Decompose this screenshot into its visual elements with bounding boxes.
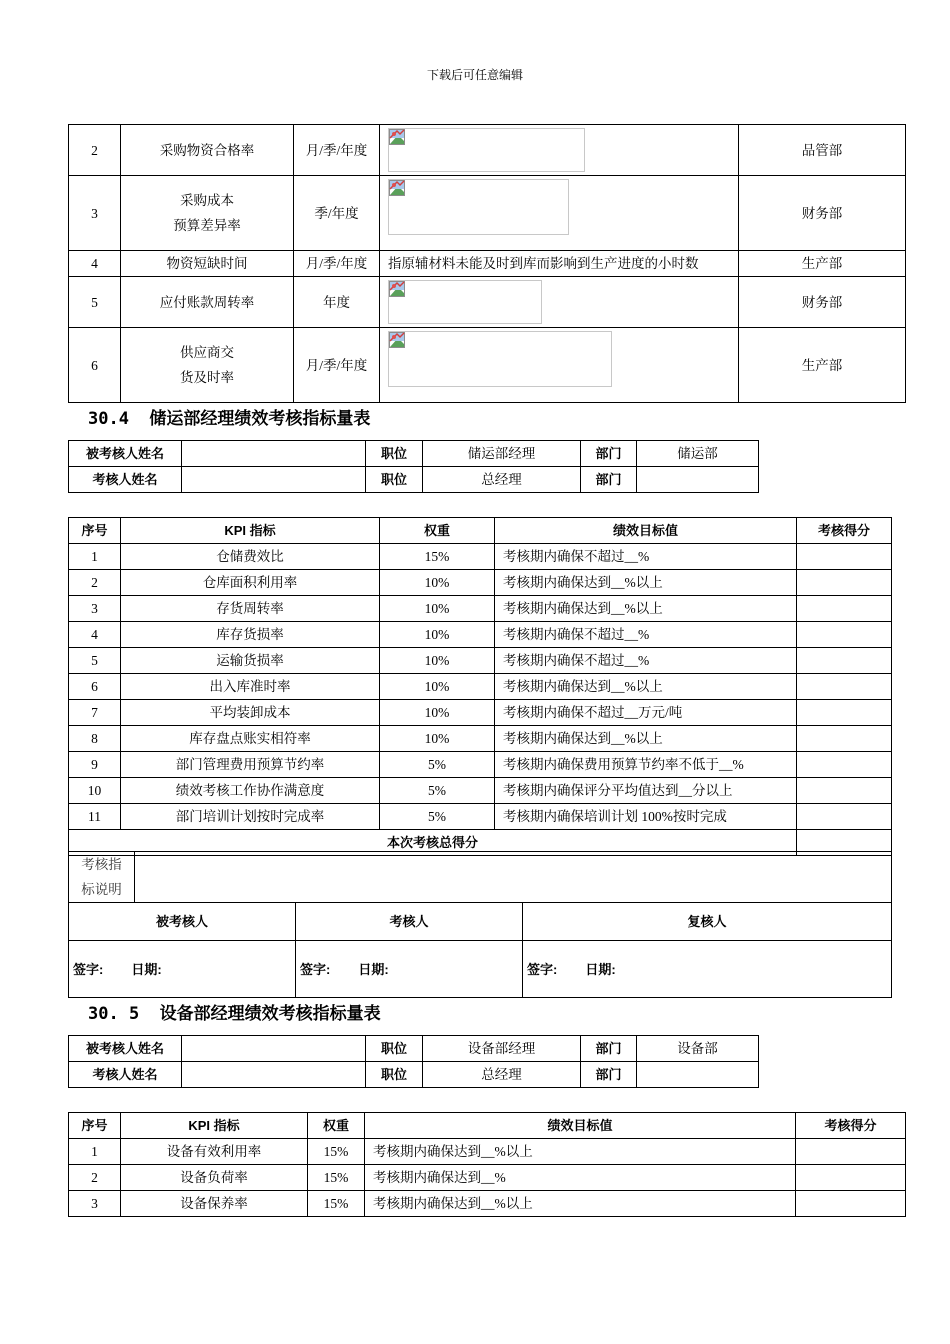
kpi-score-input[interactable] (796, 1139, 906, 1165)
signature-table-30-4 (68, 902, 892, 998)
table-row (69, 674, 892, 700)
row-number: 2 (69, 1165, 121, 1191)
col-header-score: 考核得分 (797, 518, 892, 544)
kpi-weight: 10% (380, 622, 495, 648)
kpi-name: 物资短缺时间 (121, 251, 294, 277)
period: 月/季/年度 (294, 251, 380, 277)
kpi-weight: 15% (380, 544, 495, 570)
row-number: 7 (69, 700, 121, 726)
broken-image-placeholder (388, 331, 612, 387)
examiner-name-value[interactable] (182, 1062, 366, 1088)
kpi-target: 考核期内确保达到__%以上 (495, 570, 797, 596)
definition-image-cell (380, 176, 739, 251)
table-row (69, 176, 906, 251)
col-header-kpi: KPI 指标 (121, 518, 380, 544)
period: 月/季/年度 (294, 328, 380, 403)
kpi-name: 设备有效利用率 (121, 1139, 308, 1165)
kpi-weight: 10% (380, 726, 495, 752)
examiner-name-value[interactable] (182, 467, 366, 493)
table-row (69, 804, 892, 830)
kpi-name: 仓库面积利用率 (121, 570, 380, 596)
kpi-weight: 10% (380, 570, 495, 596)
kpi-score-input[interactable] (797, 596, 892, 622)
kpi-weight: 5% (380, 778, 495, 804)
row-number: 10 (69, 778, 121, 804)
kpi-target: 考核期内确保达到__%以上 (495, 674, 797, 700)
sign-cell-examiner[interactable]: 签字: 日期: (296, 941, 523, 998)
kpi-name: 部门管理费用预算节约率 (121, 752, 380, 778)
col-header-kpi: KPI 指标 (121, 1113, 308, 1139)
kpi-name: 运输货损率 (121, 648, 380, 674)
position-label: 职位 (366, 1036, 423, 1062)
examinee-dept-value: 设备部 (637, 1036, 759, 1062)
kpi-name: 设备负荷率 (121, 1165, 308, 1191)
kpi-weight: 15% (308, 1165, 365, 1191)
header-note: 下载后可任意编辑 (426, 68, 523, 82)
kpi-score-input[interactable] (797, 752, 892, 778)
kpi-weight: 10% (380, 596, 495, 622)
kpi-score-input[interactable] (797, 804, 892, 830)
kpi-name: 设备保养率 (121, 1191, 308, 1217)
col-header-weight: 权重 (308, 1113, 365, 1139)
examiner-name-label: 考核人姓名 (69, 1062, 182, 1088)
period: 年度 (294, 277, 380, 328)
total-score-label: 本次考核总得分 (69, 830, 797, 856)
kpi-note-value[interactable] (135, 852, 892, 903)
kpi-weight: 5% (380, 804, 495, 830)
note-table-30-4 (68, 851, 892, 903)
kpi-name: 库存盘点账实相符率 (121, 726, 380, 752)
examiner-position-value: 总经理 (423, 1062, 581, 1088)
section-title-30-4: 30.4 储运部经理绩效考核指标量表 (88, 409, 371, 429)
examiner-dept-value[interactable] (637, 467, 759, 493)
table-row (69, 622, 892, 648)
responsible-dept: 财务部 (739, 277, 906, 328)
kpi-name: 应付账款周转率 (121, 277, 294, 328)
dept-label: 部门 (581, 1062, 637, 1088)
examinee-name-value[interactable] (182, 1036, 366, 1062)
row-number: 3 (69, 176, 121, 251)
row-number: 3 (69, 1191, 121, 1217)
table-row (69, 1139, 906, 1165)
table-row (69, 1191, 906, 1217)
sign-header-examinee: 被考核人 (69, 903, 296, 941)
row-number: 9 (69, 752, 121, 778)
kpi-target: 考核期内确保评分平均值达到__分以上 (495, 778, 797, 804)
kpi-score-input[interactable] (797, 674, 892, 700)
kpi-score-input[interactable] (797, 700, 892, 726)
kpi-target: 考核期内确保不超过__% (495, 622, 797, 648)
dept-label: 部门 (581, 467, 637, 493)
dept-label: 部门 (581, 1036, 637, 1062)
kpi-target: 考核期内确保费用预算节约率不低于__% (495, 752, 797, 778)
table-row (69, 726, 892, 752)
kpi-table-30-5 (68, 1112, 906, 1217)
row-number: 1 (69, 544, 121, 570)
kpi-target: 考核期内确保不超过__% (495, 544, 797, 570)
definition-image-cell (380, 125, 739, 176)
broken-image-icon (389, 332, 405, 348)
row-number: 8 (69, 726, 121, 752)
table-row (69, 277, 906, 328)
kpi-target: 考核期内确保达到__%以上 (495, 726, 797, 752)
period: 季/年度 (294, 176, 380, 251)
row-number: 11 (69, 804, 121, 830)
kpi-name: 供应商交 货及时率 (121, 328, 294, 403)
examiner-dept-value[interactable] (637, 1062, 759, 1088)
kpi-score-input[interactable] (797, 726, 892, 752)
definition-image-cell (380, 328, 739, 403)
definition-image-cell (380, 277, 739, 328)
col-header-score: 考核得分 (796, 1113, 906, 1139)
kpi-weight: 10% (380, 674, 495, 700)
procurement-kpi-table (68, 124, 906, 403)
row-number: 2 (69, 125, 121, 176)
position-label: 职位 (366, 467, 423, 493)
kpi-weight: 15% (308, 1139, 365, 1165)
table-row (69, 125, 906, 176)
table-row (69, 570, 892, 596)
kpi-score-input[interactable] (797, 544, 892, 570)
responsible-dept: 财务部 (739, 176, 906, 251)
table-row (69, 328, 906, 403)
examiner-position-value: 总经理 (423, 467, 581, 493)
kpi-score-input[interactable] (797, 622, 892, 648)
definition: 指原辅材料未能及时到库而影响到生产进度的小时数 (380, 251, 739, 277)
kpi-target: 考核期内确保达到__%以上 (495, 596, 797, 622)
kpi-target: 考核期内确保不超过__万元/吨 (495, 700, 797, 726)
responsible-dept: 生产部 (739, 251, 906, 277)
broken-image-icon (389, 180, 405, 196)
kpi-score-input[interactable] (797, 778, 892, 804)
table-row (69, 648, 892, 674)
table-row (69, 251, 906, 277)
sign-header-reviewer: 复核人 (523, 903, 892, 941)
row-number: 5 (69, 277, 121, 328)
kpi-target: 考核期内确保培训计划 100%按时完成 (495, 804, 797, 830)
position-label: 职位 (366, 1062, 423, 1088)
period: 月/季/年度 (294, 125, 380, 176)
col-header-target: 绩效目标值 (365, 1113, 796, 1139)
kpi-table-30-4 (68, 517, 892, 856)
table-row (69, 700, 892, 726)
kpi-weight: 10% (380, 700, 495, 726)
kpi-name: 存货周转率 (121, 596, 380, 622)
kpi-name: 采购成本 预算差异率 (121, 176, 294, 251)
broken-image-icon (389, 281, 405, 297)
info-table-30-4 (68, 440, 759, 493)
kpi-name: 部门培训计划按时完成率 (121, 804, 380, 830)
info-table-30-5 (68, 1035, 759, 1088)
table-row (69, 1165, 906, 1191)
examinee-name-label: 被考核人姓名 (69, 1036, 182, 1062)
examinee-name-label: 被考核人姓名 (69, 441, 182, 467)
kpi-name: 库存货损率 (121, 622, 380, 648)
kpi-name: 采购物资合格率 (121, 125, 294, 176)
col-header-weight: 权重 (380, 518, 495, 544)
broken-image-placeholder (388, 179, 569, 235)
broken-image-placeholder (388, 280, 542, 324)
col-header-no: 序号 (69, 1113, 121, 1139)
sign-cell-examinee[interactable]: 签字: 日期: (69, 941, 296, 998)
examiner-name-label: 考核人姓名 (69, 467, 182, 493)
sign-cell-reviewer[interactable]: 签字: 日期: (523, 941, 892, 998)
kpi-target: 考核期内确保达到__% (365, 1165, 796, 1191)
kpi-weight: 15% (308, 1191, 365, 1217)
position-label: 职位 (366, 441, 423, 467)
kpi-note-label: 考核指 标说明 (69, 852, 135, 903)
kpi-target: 考核期内确保达到__%以上 (365, 1191, 796, 1217)
table-row (69, 752, 892, 778)
table-row (69, 544, 892, 570)
kpi-score-input[interactable] (796, 1165, 906, 1191)
kpi-name: 出入库准时率 (121, 674, 380, 700)
row-number: 4 (69, 622, 121, 648)
row-number: 5 (69, 648, 121, 674)
examinee-position-value: 储运部经理 (423, 441, 581, 467)
kpi-name: 绩效考核工作协作满意度 (121, 778, 380, 804)
row-number: 6 (69, 674, 121, 700)
row-number: 1 (69, 1139, 121, 1165)
examinee-position-value: 设备部经理 (423, 1036, 581, 1062)
examinee-dept-value: 储运部 (637, 441, 759, 467)
kpi-target: 考核期内确保达到__%以上 (365, 1139, 796, 1165)
col-header-target: 绩效目标值 (495, 518, 797, 544)
kpi-score-input[interactable] (797, 570, 892, 596)
table-row (69, 596, 892, 622)
col-header-no: 序号 (69, 518, 121, 544)
kpi-score-input[interactable] (797, 648, 892, 674)
row-number: 4 (69, 251, 121, 277)
broken-image-placeholder (388, 128, 585, 172)
kpi-target: 考核期内确保不超过__% (495, 648, 797, 674)
broken-image-icon (389, 129, 405, 145)
row-number: 3 (69, 596, 121, 622)
row-number: 6 (69, 328, 121, 403)
kpi-score-input[interactable] (796, 1191, 906, 1217)
responsible-dept: 生产部 (739, 328, 906, 403)
kpi-weight: 10% (380, 648, 495, 674)
responsible-dept: 品管部 (739, 125, 906, 176)
kpi-weight: 5% (380, 752, 495, 778)
section-title-30-5: 30. 5 设备部经理绩效考核指标量表 (88, 1004, 381, 1024)
table-row (69, 778, 892, 804)
row-number: 2 (69, 570, 121, 596)
dept-label: 部门 (581, 441, 637, 467)
sign-header-examiner: 考核人 (296, 903, 523, 941)
kpi-name: 仓储费效比 (121, 544, 380, 570)
kpi-name: 平均装卸成本 (121, 700, 380, 726)
examinee-name-value[interactable] (182, 441, 366, 467)
